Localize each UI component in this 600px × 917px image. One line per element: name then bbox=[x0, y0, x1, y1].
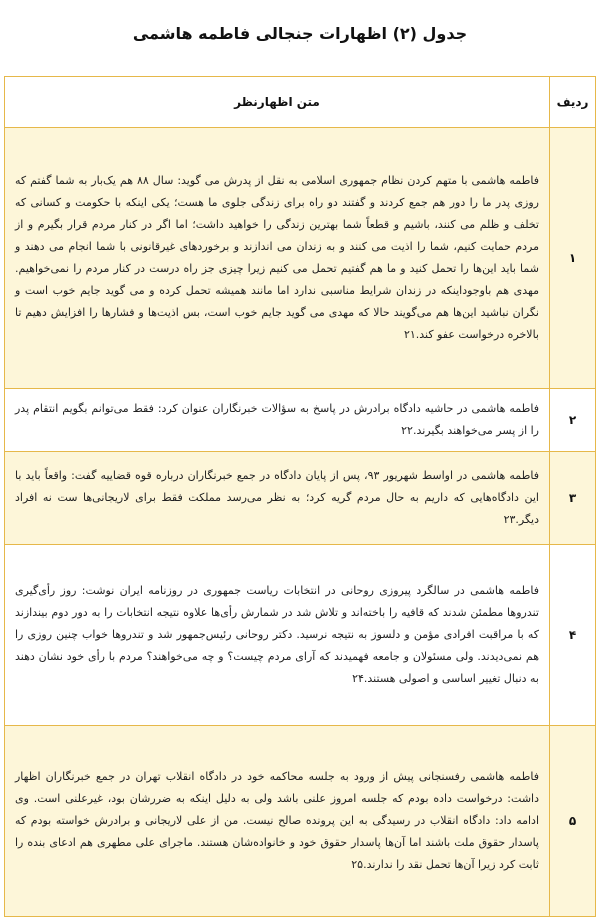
table-row bbox=[5, 452, 596, 545]
row-number: ۵ bbox=[550, 726, 596, 917]
row-number: ۴ bbox=[550, 545, 596, 726]
statements-table bbox=[4, 76, 596, 917]
header-row-number: ردیف bbox=[550, 77, 596, 128]
table-row bbox=[5, 726, 596, 917]
table-row bbox=[5, 389, 596, 452]
row-number: ۱ bbox=[550, 128, 596, 389]
table-row bbox=[5, 128, 596, 389]
statement-text: فاطمه هاشمی با متهم کردن نظام جمهوری اسلامی به نقل از پدرش می گوید: سال ۸۸ هم یک‌بار به شما گفتم که روزی پدر ما را دور هم جمع کردند و گفتند دو راه برای زندگی جلوی ما هست؛ یکی اینکه با حکومت و کسانی که تخلف و ظلم می کنند، باشیم و قطعاً شما بهترین زندگی را خواهید داشت؛ اما اگر در کنار مردم قرار بگیرم و از مردم حمایت کنیم، شما را اذیت می کنند و به زندان می اندازند و برخوردهای غیرقانونی با شما انجام می دهند و شما باید این‌ها را تحمل کنید و ما هم گفتیم تحمل می کنیم زیرا چیزی جز راه درست در کنار مردم را نمی‌خواهیم. مهدی هم باوجوداینکه در زندان شرایط مناسبی ندارد اما مانند همیشه تحمل کرده و می گوید جایم خوب است و نگران نباشید این‌ها هم می‌گویند حالا که مهدی می گوید جایم خوب است، بس اذیت‌ها و فشارها را افزایش دهیم تا بالاخره درخواست عفو کند.۲۱ bbox=[5, 128, 550, 389]
statement-text: فاطمه هاشمی در سالگرد پیروزی روحانی در انتخابات ریاست جمهوری در روزنامه ایران نوشت: روز رأی‌گیری تندروها مطمئن شدند که قافیه را باخته‌اند و تلاش شد در شمارش رأی‌ها علاوه نتیجه انتخابات را به دور دوم بیندازند که با مراقبت افرادی مؤمن و دلسوز به نتیجه نرسید. دکتر روحانی رئیس‌جمهور شد و تندروها خواب چنین روزی را هم نمی‌دیدند. ولی مسئولان و جامعه فهمیدند که آرای مردم چیست؟ و چه می‌خواهند؟ مردم با رأی خود نشان دهند به دنبال تغییر اساسی و اصولی هستند.۲۴ bbox=[5, 545, 550, 726]
statement-text: فاطمه هاشمی در اواسط شهریور ۹۳، پس از پایان دادگاه در جمع خبرنگاران درباره قوه قضاییه گفت: واقعاً باید با این دادگاه‌هایی که داریم به حال مردم گریه کرد؛ به نظر می‌رسد مملکت فقط برای لاریجانی‌ها ست نه افراد دیگر.۲۳ bbox=[5, 452, 550, 545]
table-title: جدول (۲) اظهارات جنجالی فاطمه هاشمی bbox=[132, 24, 468, 43]
statement-text: فاطمه هاشمی در حاشیه دادگاه برادرش در پاسخ به سؤالات خبرنگاران عنوان کرد: فقط می‌توانم بگویم انتقام پدر را از پسر می‌خواهند بگیرند.۲۲ bbox=[5, 389, 550, 452]
row-number: ۳ bbox=[550, 452, 596, 545]
table-row bbox=[5, 545, 596, 726]
header-statement-text: متن اظهارنظر bbox=[5, 77, 550, 128]
row-number: ۲ bbox=[550, 389, 596, 452]
statement-text: فاطمه هاشمی رفسنجانی پیش از ورود به جلسه محاکمه خود در دادگاه انقلاب تهران در جمع خبرنگاران اظهار داشت: درخواست داده بودم که جلسه امروز علنی باشد ولی به دلیل اینکه به ضررشان بود، غیرعلنی است. وی ادامه داد: دادگاه انقلاب در رسیدگی به این پرونده صالح نیست. من از علی لاریجانی و برادرش خواسته بودم که پاسدار حقوق ملت باشند اما آن‌ها پاسدار حقوق خود و خانواده‌شان هستند. ماجرای علی مطهری هم ادعای بنده را ثابت کرد زیرا آن‌ها تحمل نقد را ندارند.۲۵ bbox=[5, 726, 550, 917]
table-header-row bbox=[5, 77, 596, 128]
